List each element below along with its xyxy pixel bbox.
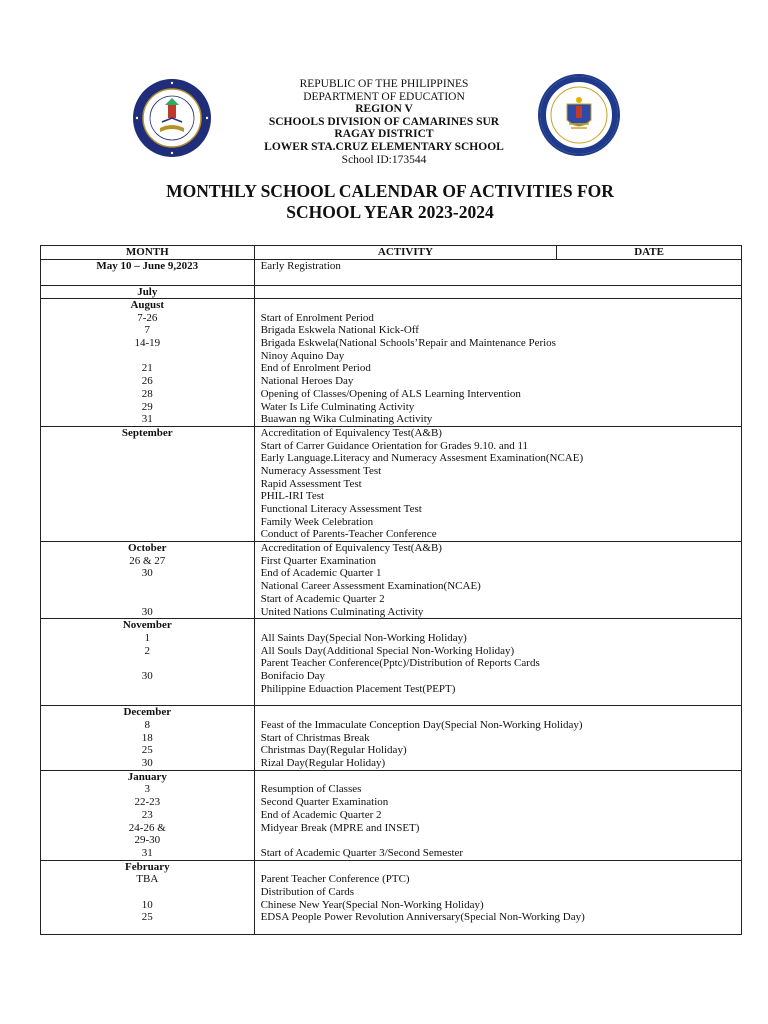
activity-text [261,299,741,312]
date-text [41,516,254,529]
month-cell [41,860,255,934]
activity-cell [254,542,741,619]
activity-text: End of Academic Quarter 2 [260,808,382,821]
activity-text: Rizal Day(Regular Holiday) [260,757,386,770]
activity-text [261,861,741,874]
activity-text: Functional Literacy Assessment Test [260,503,422,515]
month-name: November [122,619,172,632]
activity-text: End of Enrolment Period [260,362,371,375]
table-header-row [41,246,742,260]
activity-text: Buawan ng Wika Culminating Activity [260,413,433,426]
date-text: 31 [141,846,153,859]
activity-text: Resumption of Classes [260,783,362,796]
activity-text: Brigada Eskwela(National Schools’Repair and Maintenance Perios [260,337,556,350]
date-text [41,465,254,478]
activity-text: All Saints Day(Special Non-Working Holiday) [260,631,467,644]
date-text [41,528,254,541]
date-text: 1 [144,631,151,644]
header-month: MONTH [41,246,255,260]
month-name: September [121,426,173,439]
header-school: LOWER STA.CRUZ ELEMENTARY SCHOOL [264,140,504,153]
activity-cell [254,860,741,934]
month-text: July [137,286,158,298]
activity-text [261,834,741,847]
activity-text: Parent Teacher Conference (PTC) [260,873,410,886]
activity-text: Distribution of Cards [260,885,355,898]
date-text: 2 [144,644,151,657]
activity-text: Accreditation of Equivalency Test(A&B) [260,426,442,439]
activity-text [261,619,741,632]
header-region: REGION V [355,103,413,116]
date-text: 25 [141,744,153,757]
date-text: 8 [144,719,151,731]
activity-text: Rapid Assessment Test [260,477,362,490]
table-row-month [41,619,742,706]
date-text: 31 [141,413,153,426]
month-cell [41,619,255,706]
activity-cell [254,299,741,427]
date-text: 26 [141,375,153,388]
table-row-month [41,542,742,619]
header-school-id: School ID:173544 [341,153,427,166]
activity-text: Start of Academic Quarter 3/Second Semester [260,846,464,859]
month-cell [41,426,255,541]
table-row-may [41,260,742,286]
activity-text: Feast of the Immaculate Conception Day(Special Non-Working Holiday) [260,719,583,731]
activity-text: Ninoy Aquino Day [260,349,345,362]
date-text: 25 [141,911,153,924]
date-text: 28 [141,387,153,400]
date-text: TBA [136,873,159,886]
activity-text: Chinese New Year(Special Non-Working Holiday) [260,898,484,911]
document-title [40,181,740,223]
date-text: 18 [141,731,153,744]
table-row-month [41,299,742,427]
month-name: December [123,706,172,719]
activity-text: Brigada Eskwela National Kick-Off [260,324,419,337]
table-row-month [41,770,742,860]
header-republic: REPUBLIC OF THE PHILIPPINES [299,78,469,90]
activity-cell [254,770,741,860]
header-district: RAGAY DISTRICT [334,128,434,141]
date-text: 30 [141,669,153,682]
date-text: 7-26 [137,311,158,324]
activity-text: National Heroes Day [260,375,354,388]
letterhead [200,78,568,166]
table-row-month [41,860,742,934]
activity-text: All Souls Day(Additional Special Non-Working Holiday) [260,644,515,657]
month-cell [41,299,255,427]
activity-text: Midyear Break (MPRE and INSET) [260,821,420,834]
header-activity: ACTIVITY [254,246,557,260]
activity-text: Accreditation of Equivalency Test(A&B) [260,542,442,555]
activity-text: First Quarter Examination [260,554,377,567]
activity-cell [254,260,741,286]
title-line-2: SCHOOL YEAR 2023-2024 [286,202,494,222]
date-text [41,452,254,465]
activity-text: Conduct of Parents-Teacher Conference [260,528,437,541]
activity-text [261,771,741,784]
date-text: 24-26 & [128,821,166,834]
activity-text: End of Academic Quarter 1 [260,567,382,580]
month-name: October [128,542,167,555]
activity-text: Opening of Classes/Opening of ALS Learning Intervention [260,387,521,400]
activity-text [261,706,741,719]
activity-text: Family Week Celebration [260,515,374,528]
activity-text: Start of Enrolment Period [260,311,374,324]
activity-cell [254,619,741,706]
activity-text: Start of Academic Quarter 2 [260,592,385,605]
activity-text: Christmas Day(Regular Holiday) [260,744,407,757]
date-text [41,580,254,593]
date-text: 29-30 [134,834,161,847]
date-text [41,503,254,516]
date-text: 10 [141,898,153,911]
date-text: 22-23 [134,796,161,809]
date-text [41,593,254,606]
date-text [41,886,254,899]
table-row-july [41,286,742,299]
month-cell [41,770,255,860]
date-text: 26 & 27 [129,554,166,567]
activity-text: Start of Christmas Break [260,731,370,744]
header-department: DEPARTMENT OF EDUCATION [303,90,465,103]
date-text: 29 [141,400,153,413]
month-name: February [124,860,170,873]
activity-text: Parent Teacher Conference(Pptc)/Distribution of Reports Cards [260,657,540,670]
activity-text: Numeracy Assessment Test [260,464,382,477]
month-cell [41,286,255,299]
date-text: 7 [144,324,151,337]
date-text: 14-19 [134,337,161,350]
table-row-month [41,426,742,541]
activity-text: Early Registration [260,260,341,272]
month-name: January [127,770,167,783]
activity-text: National Career Assessment Examination(NCAE) [260,580,481,593]
date-text: 21 [141,362,153,375]
activity-text: EDSA People Power Revolution Anniversary(Special Non-Working Day) [260,911,585,924]
activity-text: Early Language.Literacy and Numeracy Assesment Examination(NCAE) [260,452,584,465]
month-cell [41,260,255,286]
activity-cell [254,706,741,770]
date-text: 23 [141,808,153,821]
title-line-1: MONTHLY SCHOOL CALENDAR OF ACTIVITIES FOR [166,181,614,201]
date-text [41,478,254,491]
date-text [41,657,254,670]
calendar-table [40,245,742,935]
month-text: May 10 – June 9,2023 [96,260,199,272]
month-cell [41,706,255,770]
date-text [41,440,254,453]
activity-cell [254,286,741,299]
activity-text: Second Quarter Examination [260,796,389,809]
table-row-month [41,706,742,770]
month-cell [41,542,255,619]
date-text [41,490,254,503]
date-text: 30 [141,757,153,770]
date-text: 30 [141,567,153,580]
month-name: August [130,299,165,311]
header-date: DATE [557,246,742,260]
activity-text: Philippine Eduaction Placement Test(PEPT) [260,682,456,695]
activity-text: United Nations Culminating Activity [260,605,424,618]
activity-text: Water Is Life Culminating Activity [260,400,415,413]
activity-text: Start of Carrer Guidance Orientation for Grades 9.10. and 11 [260,439,529,452]
date-text: 3 [144,783,151,796]
date-text [41,350,254,363]
header-division: SCHOOLS DIVISION OF CAMARINES SUR [268,115,500,128]
date-text: 30 [141,605,153,618]
activity-text: Bonifacio Day [260,669,326,682]
date-text [41,683,254,696]
activity-text: PHIL-IRI Test [260,490,325,503]
activity-cell [254,426,741,541]
